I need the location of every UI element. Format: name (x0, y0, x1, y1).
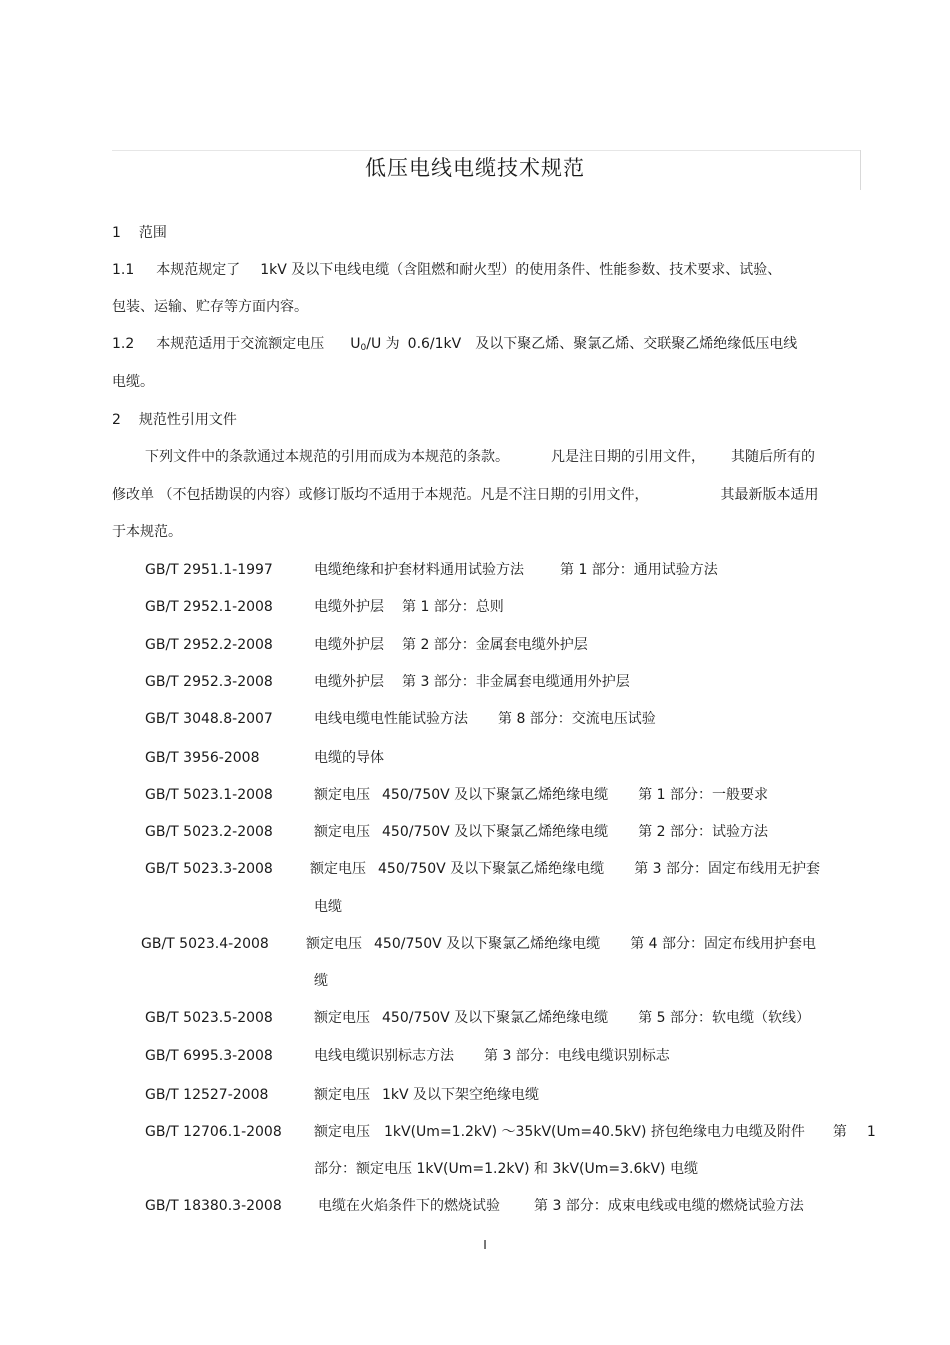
clause-text: /U 为 (366, 336, 400, 352)
reference-title (314, 785, 768, 805)
clause-text: 及以下聚乙烯、聚氯乙烯、交联聚乙烯绝缘低压电线 (475, 336, 798, 352)
reference-code: GB/T 2951.1-1997 (145, 562, 273, 578)
para-text: 修改单 （不包括勘误的内容）或修订版均不适用于本规范。凡是不注日期的引用文件， (112, 487, 649, 503)
clause-1-1-line-2: 包装、运输、贮存等方面内容。 (112, 299, 308, 315)
reference-desc: 额定电压 (314, 824, 370, 840)
voltage-subscript: 0 (360, 343, 367, 353)
para-line-2 (112, 485, 818, 505)
section-number: 1 (112, 225, 121, 241)
reference-desc: 电缆外护层 (314, 674, 384, 690)
reference-code: GB/T 5023.3-2008 (145, 861, 273, 877)
reference-code: GB/T 3956-2008 (145, 750, 260, 766)
reference-part: 第 4 部分：固定布线用护套电 (630, 936, 816, 952)
reference-title (314, 597, 504, 617)
reference-title: 电缆的导体 (314, 750, 384, 766)
reference-part: 第 2 部分：金属套电缆外护层 (402, 637, 588, 653)
reference-voltage: 1kV(Um=1.2kV) ～35kV(Um=40.5kV) 挤包绝缘电力电缆及附件 (384, 1124, 805, 1140)
para-line-3: 于本规范。 (112, 524, 182, 540)
reference-part: 第 3 部分：非金属套电缆通用外护层 (402, 674, 630, 690)
clause-number: 1.2 (112, 336, 135, 352)
reference-part: 第 1 部分：总则 (402, 599, 504, 615)
reference-voltage: 450/750V 及以下聚氯乙烯绝缘电缆 (382, 787, 609, 803)
voltage-symbol: U (350, 336, 361, 352)
reference-part: 第 3 部分：固定布线用无护套 (634, 861, 820, 877)
clause-1-2-line-1 (112, 334, 797, 358)
clause-1-1-line-1 (112, 260, 781, 280)
reference-code: GB/T 5023.2-2008 (145, 824, 273, 840)
reference-part: 第 8 部分：交流电压试验 (498, 711, 656, 727)
reference-desc: 额定电压 (314, 1124, 370, 1140)
reference-title-continued: 部分：额定电压 1kV(Um=1.2kV) 和 3kV(Um=3.6kV) 电缆 (314, 1161, 698, 1177)
reference-title (314, 1085, 539, 1105)
clause-text: 1kV 及以下电线电缆（含阻燃和耐火型）的使用条件、性能参数、技术要求、试验、 (260, 262, 782, 278)
reference-desc: 额定电压 (314, 787, 370, 803)
reference-part: 第 2 部分：试验方法 (638, 824, 768, 840)
reference-code: GB/T 2952.1-2008 (145, 599, 273, 615)
section-1-heading (112, 223, 167, 243)
para-text: 凡是注日期的引用文件， (551, 449, 705, 465)
reference-part: 第 (832, 1124, 847, 1140)
reference-code: GB/T 6995.3-2008 (145, 1048, 273, 1064)
reference-part: 1 (866, 1124, 876, 1140)
reference-code: GB/T 3048.8-2007 (145, 711, 273, 727)
reference-voltage: 450/750V 及以下聚氯乙烯绝缘电缆 (374, 936, 601, 952)
reference-title (314, 709, 656, 729)
clause-text: 本规范适用于交流额定电压 (156, 336, 325, 352)
header-rule (112, 150, 860, 151)
para-text: 其最新版本适用 (720, 487, 819, 503)
reference-code: GB/T 12706.1-2008 (145, 1124, 282, 1140)
section-title: 范围 (138, 225, 167, 241)
clause-number: 1.1 (112, 262, 135, 278)
reference-code: GB/T 5023.4-2008 (141, 936, 269, 952)
reference-title (314, 560, 718, 580)
reference-title (318, 1196, 804, 1216)
document-title: 低压电线电缆技术规范 (365, 156, 585, 180)
reference-code: GB/T 5023.5-2008 (145, 1010, 273, 1026)
reference-code: GB/T 12527-2008 (145, 1087, 269, 1103)
clause-text: 本规范规定了 (156, 262, 241, 278)
reference-part: 第 3 部分：电线电缆识别标志 (484, 1048, 670, 1064)
reference-title (314, 1008, 810, 1028)
para-line-1 (145, 447, 815, 467)
reference-voltage: 450/750V 及以下聚氯乙烯绝缘电缆 (382, 824, 609, 840)
reference-desc: 电缆在火焰条件下的燃烧试验 (318, 1198, 500, 1214)
reference-title (314, 672, 630, 692)
reference-code: GB/T 5023.1-2008 (145, 787, 273, 803)
reference-title (314, 1046, 670, 1066)
reference-part: 第 1 部分：一般要求 (638, 787, 768, 803)
voltage-value: 0.6/1kV (407, 336, 462, 352)
reference-title (306, 934, 816, 954)
reference-title (310, 859, 820, 879)
reference-desc: 电缆外护层 (314, 599, 384, 615)
reference-part: 第 3 部分：成束电线或电缆的燃烧试验方法 (534, 1198, 804, 1214)
clause-1-2-line-2: 电缆。 (112, 374, 154, 390)
para-text: 下列文件中的条款通过本规范的引用而成为本规范的条款。 (145, 449, 509, 465)
reference-code: GB/T 2952.2-2008 (145, 637, 273, 653)
para-text: 其随后所有的 (731, 449, 815, 465)
reference-title (314, 822, 768, 842)
reference-desc: 电缆绝缘和护套材料通用试验方法 (314, 562, 524, 578)
reference-code: GB/T 2952.3-2008 (145, 674, 273, 690)
reference-desc: 额定电压 (314, 1087, 370, 1103)
reference-title (314, 1122, 876, 1142)
reference-desc: 额定电压 (310, 861, 366, 877)
reference-desc: 额定电压 (314, 1010, 370, 1026)
reference-title (314, 635, 588, 655)
reference-voltage: 1kV 及以下架空绝缘电缆 (382, 1087, 540, 1103)
reference-title-continued: 缆 (314, 973, 328, 989)
reference-title-continued: 电缆 (314, 899, 342, 915)
reference-voltage: 450/750V 及以下聚氯乙烯绝缘电缆 (382, 1010, 609, 1026)
reference-desc: 电线电缆识别标志方法 (314, 1048, 454, 1064)
reference-desc: 额定电压 (306, 936, 362, 952)
reference-voltage: 450/750V 及以下聚氯乙烯绝缘电缆 (378, 861, 605, 877)
section-2-heading (112, 410, 237, 430)
reference-code: GB/T 18380.3-2008 (145, 1198, 282, 1214)
section-title: 规范性引用文件 (138, 412, 237, 428)
reference-part: 第 1 部分：通用试验方法 (560, 562, 718, 578)
reference-part: 第 5 部分：软电缆（软线） (638, 1010, 810, 1026)
section-number: 2 (112, 412, 121, 428)
reference-desc: 电缆外护层 (314, 637, 384, 653)
reference-desc: 电线电缆电性能试验方法 (314, 711, 468, 727)
page-number: I (483, 1238, 487, 1252)
